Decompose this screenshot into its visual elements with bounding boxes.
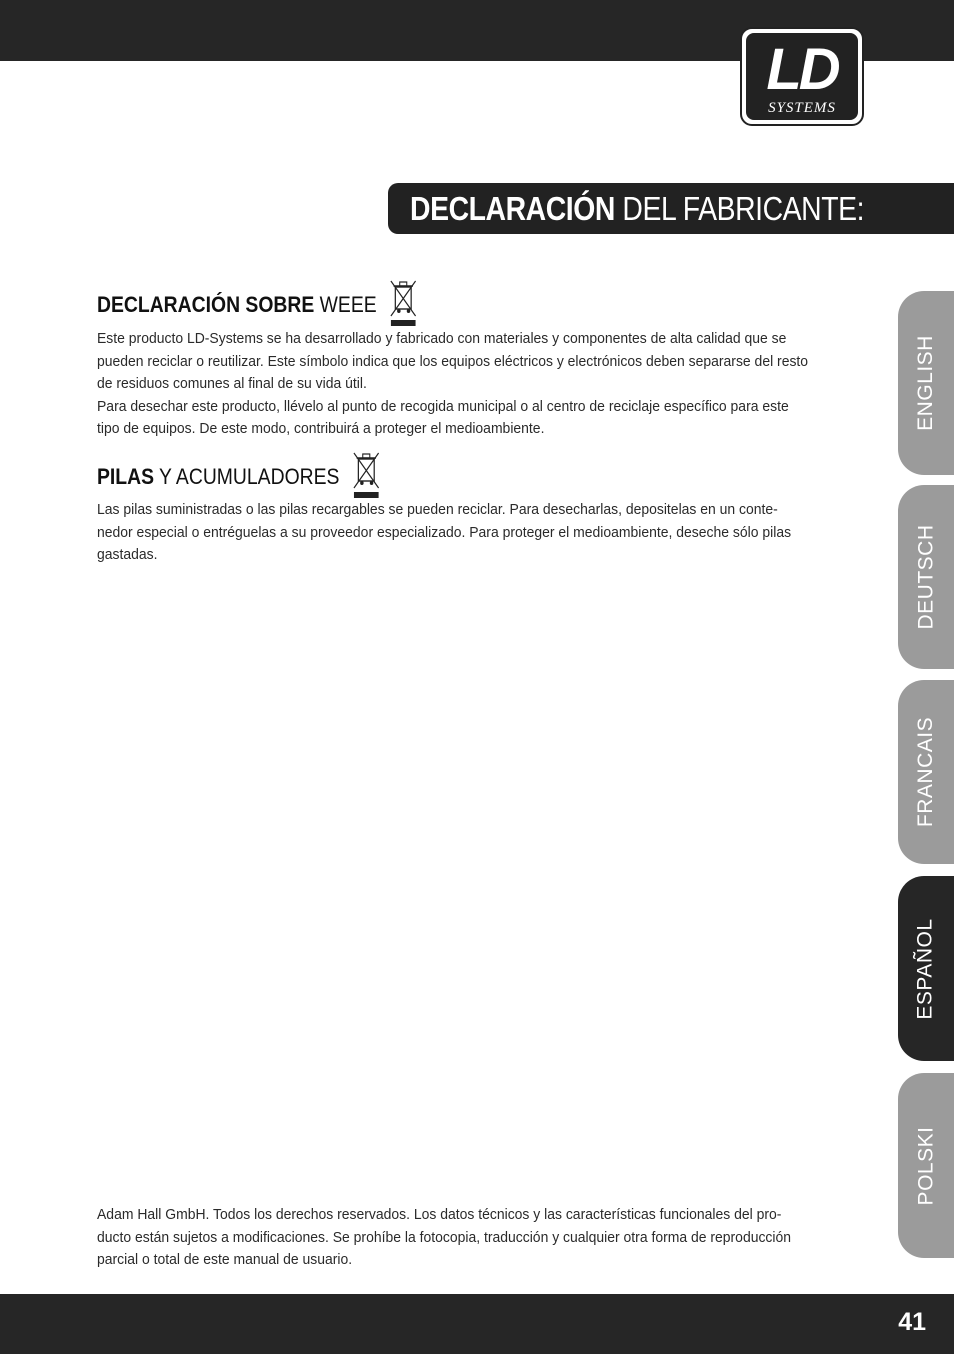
weee-heading: DECLARACIÓN SOBRE WEEE (97, 286, 419, 326)
bottom-bar (0, 1294, 954, 1354)
logo-text: LD (766, 37, 838, 102)
copyright-text: Adam Hall GmbH. Todos los derechos reservados. Los datos técnicos y las características funcionales del pro- ducto están sujetos a modificaciones. Se prohíbe la fotocopia, traducción y cualquier otra forma de reproducción parcial o total de este manual de usuario. (97, 1206, 792, 1268)
page-title: DECLARACIÓN DEL FABRICANTE: (410, 189, 865, 227)
page-title-bar (388, 183, 954, 234)
logo-subtext: SYSTEMS (768, 100, 836, 116)
tab-francais[interactable]: FRANCAIS (898, 680, 954, 864)
page-number: 41 (898, 1308, 926, 1336)
weee-text: Este producto LD-Systems se ha desarrollado y fabricado con materiales y componentes de alta calidad que se pueden reciclar o reutilizar. Este símbolo indica que los equipos eléctricos y electrónicos deben separarse del resto de residuos comunes al final de su vida útil. Para desechar este producto, llévelo al punto de recogida municipal o al centro de reciclaje específico para este tipo de equipos. De este modo, contribuirá a proteger el medioambiente. (97, 330, 809, 437)
batteries-heading: PILAS Y ACUMULADORES (97, 458, 382, 498)
ld-systems-logo (740, 27, 864, 126)
tab-espanol[interactable]: ESPAÑOL (898, 876, 954, 1061)
crossed-out-bin-icon (350, 450, 382, 498)
tab-deutsch[interactable]: DEUTSCH (898, 485, 954, 669)
tab-polski[interactable]: POLSKI (898, 1073, 954, 1258)
crossed-out-bin-icon (387, 278, 419, 326)
batteries-text: Las pilas suministradas o las pilas recargables se pueden reciclar. Para desecharlas, depositelas en un conte- nedor especial o entréguelas a su proveedor especializado. Para proteger el medioambiente, deseche sólo pilas gastadas. (97, 501, 792, 563)
tab-english[interactable]: ENGLISH (898, 291, 954, 475)
